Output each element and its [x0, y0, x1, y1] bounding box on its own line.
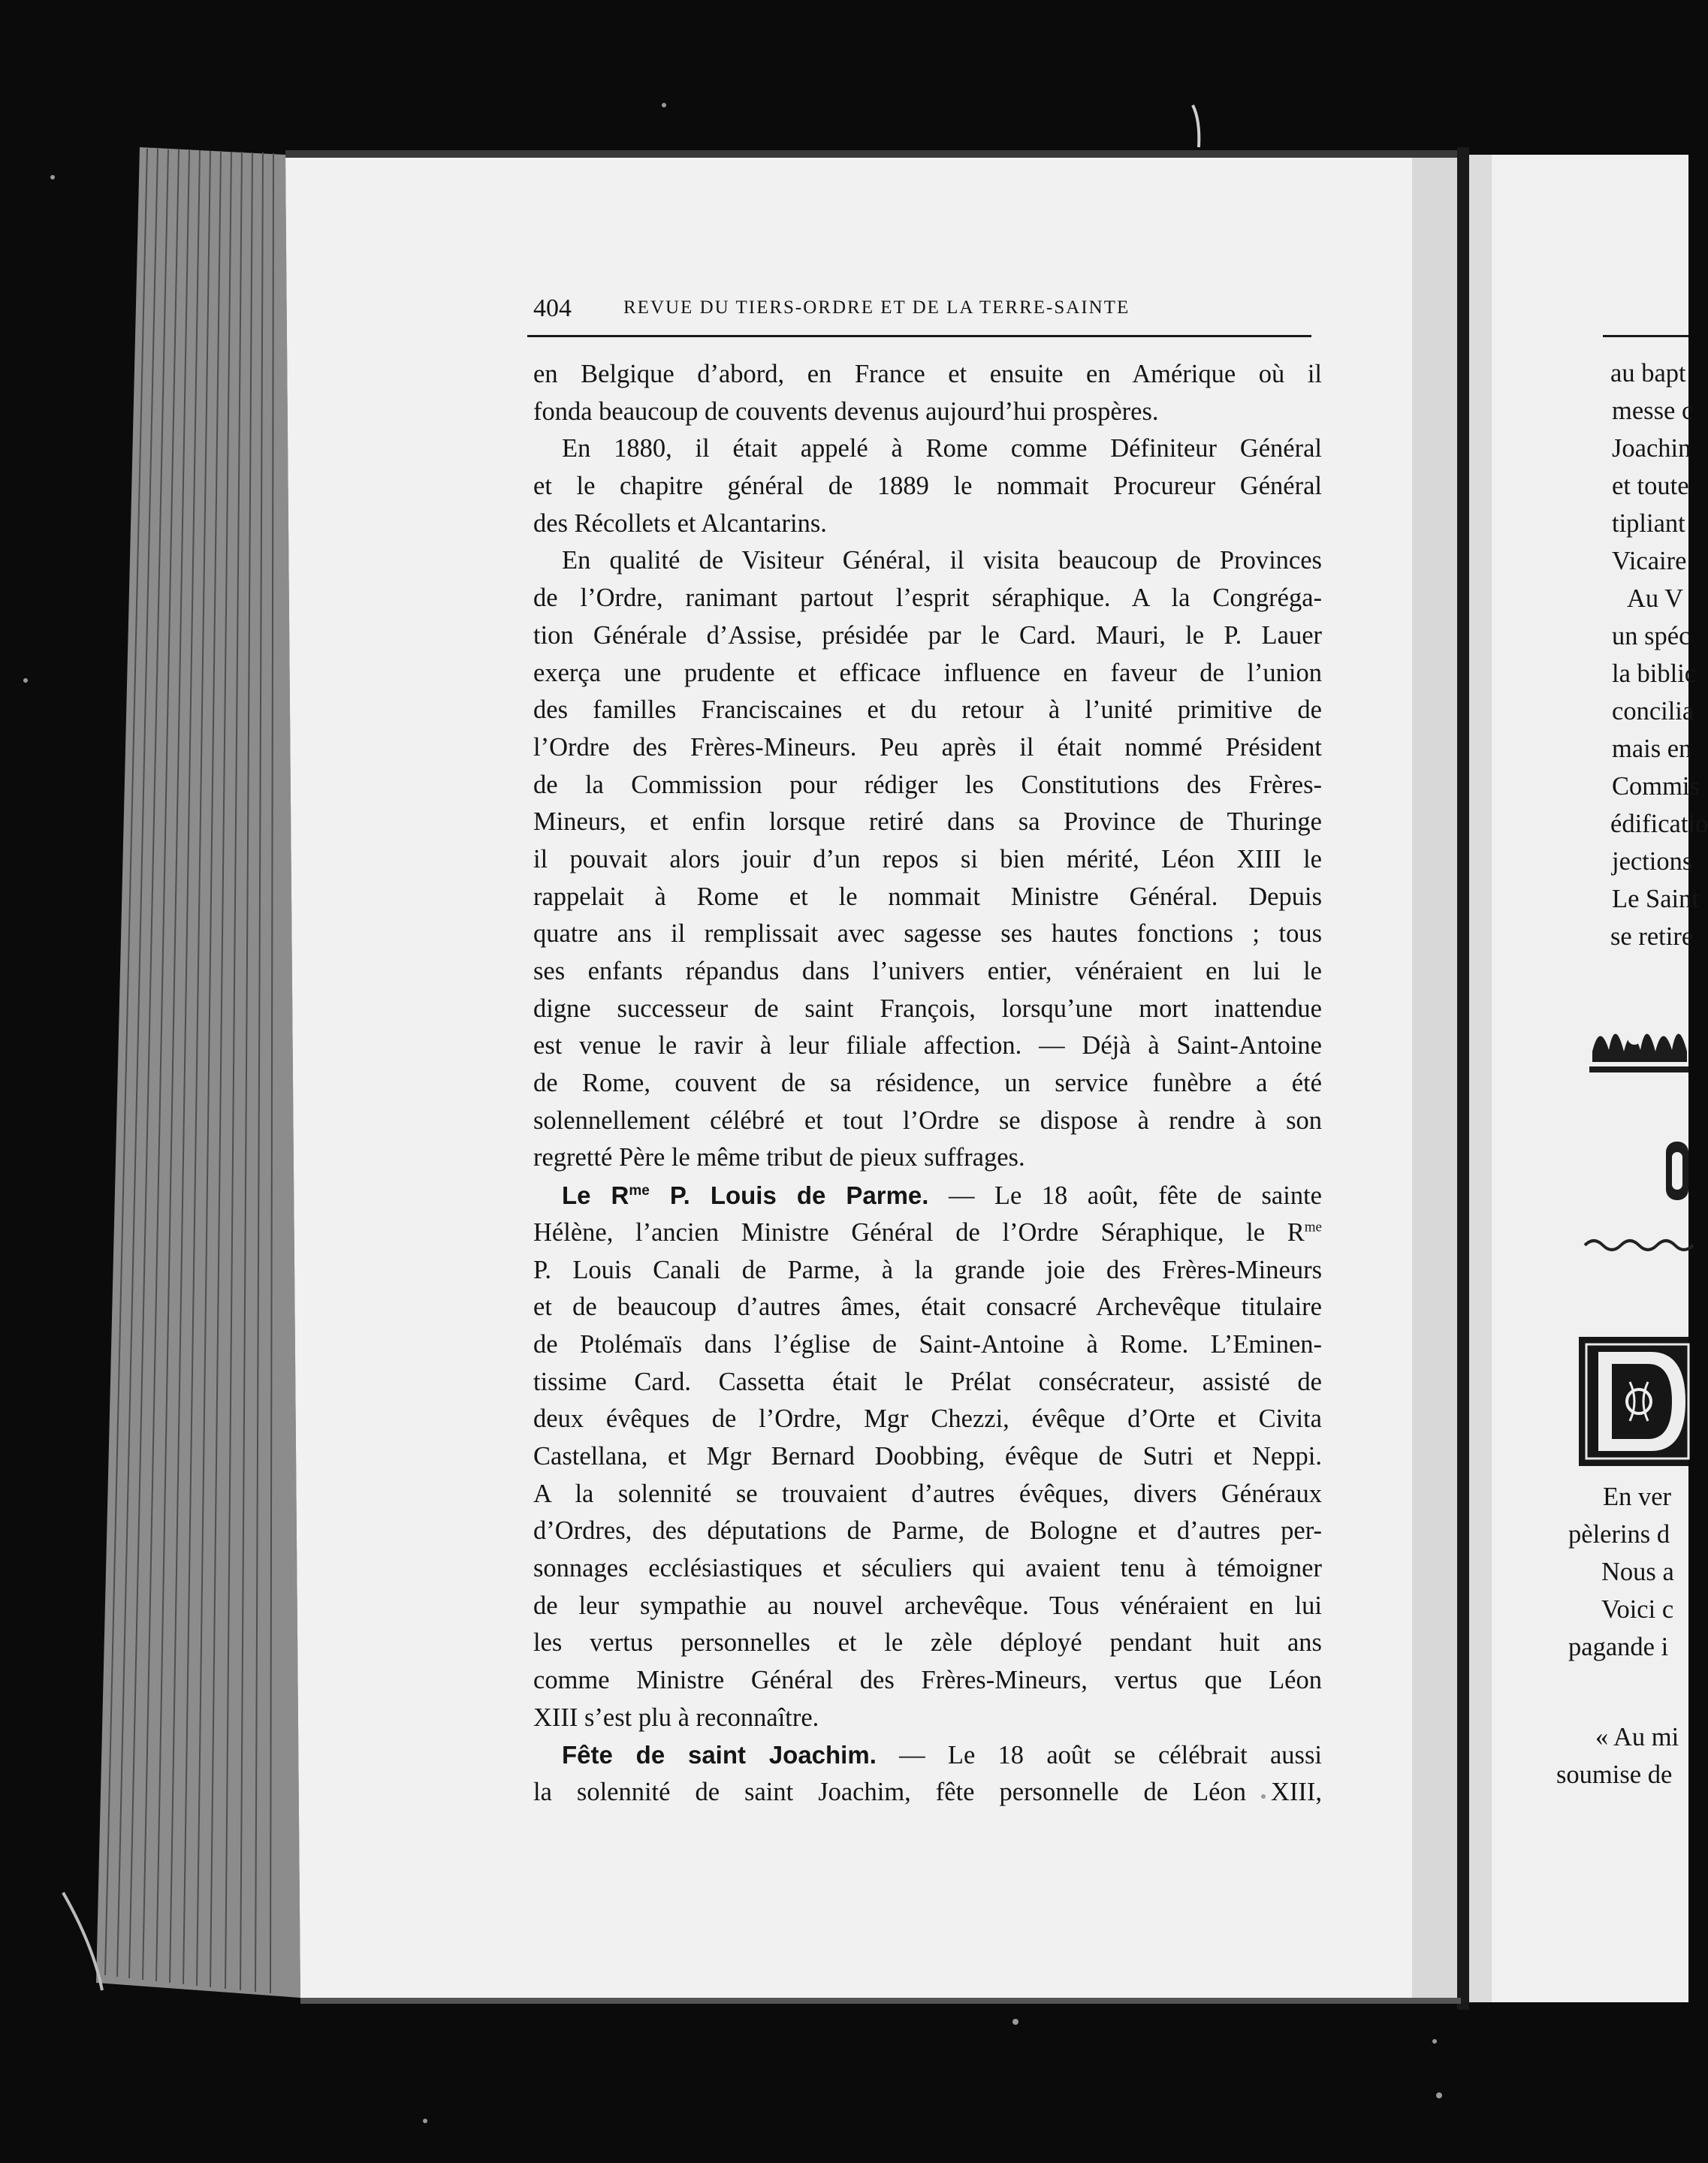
fragment-line: soumise de [1556, 1760, 1673, 1789]
text-line: digne successeur de saint François, lorsqu’une mort inattendue [533, 994, 1322, 1023]
right-header-rule [1603, 335, 1688, 337]
fragment-line: « Au mi [1595, 1723, 1679, 1751]
fragment-line: au bapt [1610, 359, 1686, 388]
text-line: exerça une prudente et efficace influence en faveur de l’union [533, 658, 1322, 687]
text-line: comme Ministre Général des Frères-Mineurs, vertus que Léon [533, 1666, 1322, 1695]
section-heading-louis: Le $R^{me}$ P. Louis de Parme. [562, 1181, 929, 1210]
text-line: sonnages ecclésiastiques et séculiers qui avaient tenu à témoigner [533, 1554, 1322, 1582]
running-title: REVUE DU TIERS-ORDRE ET DE LA TERRE-SAINTE [623, 297, 1130, 318]
text-line: de la Commission pour rédiger les Constitutions des Frères- [533, 770, 1322, 799]
fragment-line: Au V [1627, 584, 1684, 613]
gutter-shadow [1412, 155, 1457, 2001]
text-line: rappelait à Rome et le nommait Ministre Général. Depuis [533, 882, 1322, 911]
fragment-line: un spéc [1612, 622, 1691, 650]
text-line: XIII s’est plu à reconnaître. [533, 1703, 819, 1732]
fragment-line: Vicaire [1612, 547, 1687, 575]
decorated-initial-D [1579, 1337, 1688, 1466]
text-line: Castellana, et Mgr Bernard Doobbing, évêque de Sutri et Neppi. [533, 1441, 1322, 1471]
article-body [533, 356, 1322, 1812]
fragment-line: et toute [1612, 472, 1689, 500]
header-rule [527, 335, 1311, 337]
text-line: tissime Card. Cassetta était le Prélat consécrateur, assisté de [533, 1367, 1322, 1396]
text-line: En qualité de Visiteur Général, il visita beaucoup de Provinces [562, 546, 1322, 575]
text-line: Hélène, l’ancien Ministre Général de l’Ordre Séraphique, le $R^{me}$ [533, 1217, 1322, 1247]
text-line: la solennité de saint Joachim, fête personnelle de Léon XIII, [533, 1778, 1322, 1807]
fragment-line: Voici c [1601, 1595, 1674, 1624]
text-line: En 1880, il était appelé à Rome comme Définiteur Général [562, 434, 1322, 463]
text-line: il pouvait alors jouir d’un repos si bien mérité, Léon XIII le [533, 844, 1322, 873]
fragment-line: se retire [1610, 922, 1694, 951]
text-line: deux évêques de l’Ordre, Mgr Chezzi, évêque d’Orte et Civita [533, 1404, 1322, 1434]
text-line: quatre ans il remplissait avec sagesse ses hautes fonctions ; tous [533, 919, 1322, 949]
text-line: regretté Père le même tribut de pieux suffrages. [533, 1143, 1025, 1172]
text-line: Mineurs, et enfin lorsque retiré dans sa Province de Thuringe [533, 807, 1322, 837]
fragment-line: pèlerins d [1568, 1520, 1670, 1549]
text-line: de Ptolémaïs dans l’église de Saint-Antoine à Rome. L’Eminen- [533, 1329, 1322, 1359]
text-line: solennellement célébré et tout l’Ordre se dispose à rendre à son [533, 1106, 1322, 1135]
text-line: fonda beaucoup de couvents devenus aujourd’hui prospères. [533, 397, 1159, 426]
text-line: en Belgique d’abord, en France et ensuite en Amérique où il [533, 360, 1322, 388]
text-line: ses enfants répandus dans l’univers entier, vénéraient en lui le [533, 957, 1322, 985]
text-line: tion Générale d’Assise, présidée par le Card. Mauri, le P. Lauer [533, 620, 1322, 650]
fragment-line: la biblic [1612, 659, 1697, 688]
small-initial-ornament [1666, 1142, 1688, 1200]
text-line: les vertus personnelles et le zèle déployé pendant huit ans [533, 1628, 1322, 1658]
fragment-line: tipliant [1612, 509, 1685, 538]
fragment-line: édificatio [1610, 810, 1708, 838]
text-line: et le chapitre général de 1889 le nommait Procureur Général [533, 472, 1322, 501]
text-line: et de beaucoup d’autres âmes, était consacré Archevêque titulaire [533, 1293, 1322, 1322]
running-header [527, 293, 1323, 330]
text-line: de leur sympathie au nouvel archevêque. Tous vénéraient en lui [533, 1591, 1322, 1620]
section-heading-joachim: Fête de saint Joachim. [562, 1741, 877, 1769]
text-line: l’Ordre des Frères-Mineurs. Peu après il était nommé Président [533, 732, 1322, 762]
fragment-line: pagande i [1568, 1633, 1669, 1661]
fragment-line: En ver [1603, 1483, 1672, 1511]
fragment-line: mais en [1612, 735, 1692, 763]
text-line: est venue le ravir à leur filiale affection. — Déjà à Saint-Antoine [533, 1031, 1322, 1060]
section-louis-first-line: Le $R^{me}$ P. Louis de Parme. — Le 18 août, fête de sainte [562, 1181, 1322, 1211]
fragment-line: messe c [1612, 397, 1694, 425]
text-line: P. Louis Canali de Parme, à la grande joie des Frères-Mineurs [533, 1255, 1322, 1284]
fragment-line: jections [1612, 847, 1693, 876]
text-line: de l’Ordre, ranimant partout l’esprit séraphique. A la Congréga- [533, 584, 1322, 613]
fragment-line: Le Saint [1612, 885, 1699, 913]
text-line: d’Ordres, des députations de Parme, de Bologne et d’autres per- [533, 1516, 1322, 1546]
page-number: 404 [533, 294, 572, 322]
fragment-line: concilia [1612, 697, 1694, 726]
fragment-line: Joachin [1612, 434, 1691, 463]
section-joachim-first-line: Fête de saint Joachim. — Le 18 août se célébrait aussi [562, 1741, 1322, 1770]
text-line: des familles Franciscaines et du retour à l’unité primitive de [533, 695, 1322, 725]
text-line: A la solennité se trouvaient d’autres évêques, divers Généraux [533, 1479, 1322, 1508]
text-line: de Rome, couvent de sa résidence, un service funèbre a été [533, 1069, 1322, 1098]
fragment-line: Commis [1612, 772, 1700, 801]
fragment-line: Nous a [1601, 1558, 1674, 1586]
book-gutter [1457, 147, 1469, 2010]
text-line: des Récollets et Alcantarins. [533, 508, 827, 538]
